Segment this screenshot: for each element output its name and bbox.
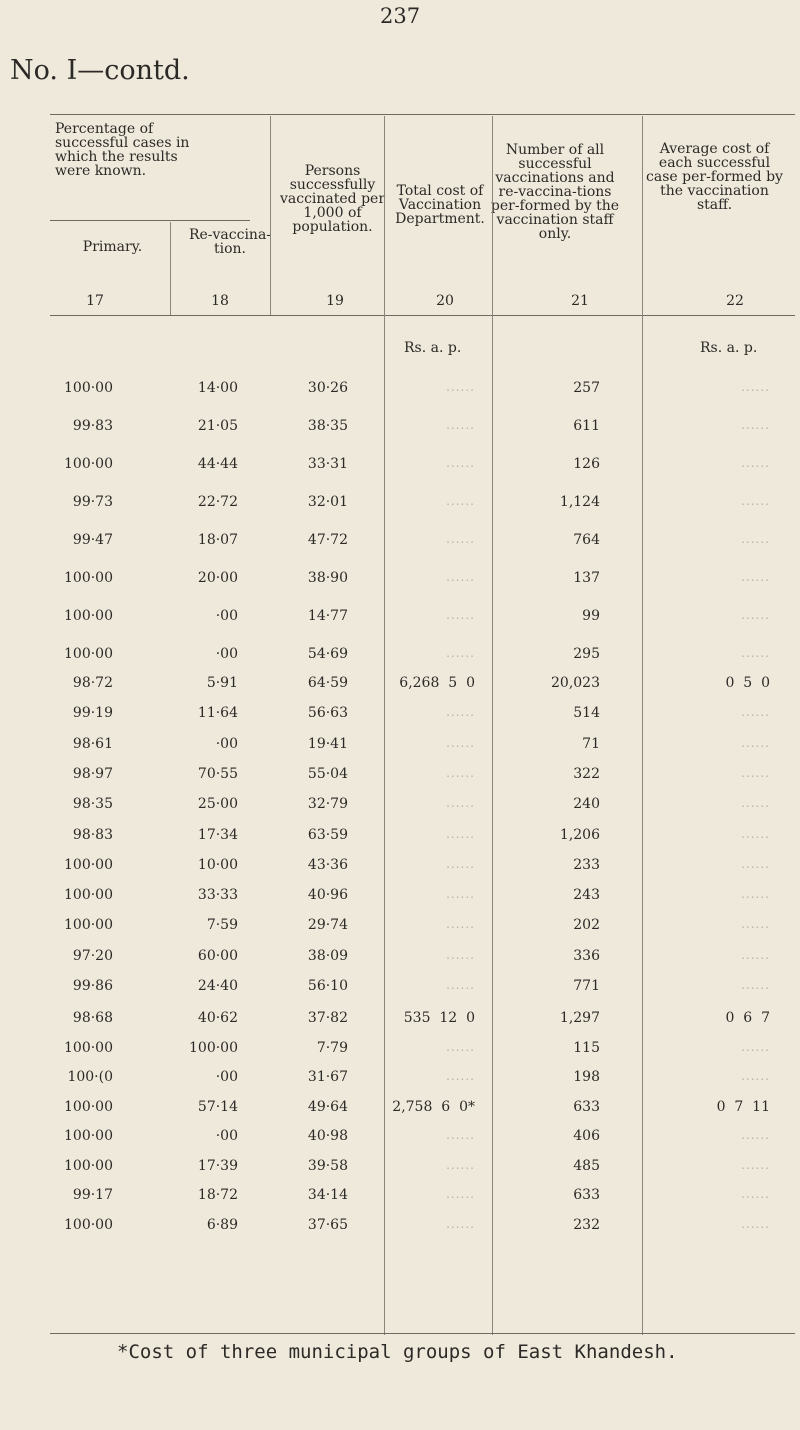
cell-avg: ...... xyxy=(741,705,770,720)
header-persons-per-1000: Persons successfully vaccinated per 1,000 of population. xyxy=(279,163,386,235)
cell-revac: 22·72 xyxy=(197,494,238,510)
cell-per1000: 33·31 xyxy=(307,456,348,472)
table-top-rule xyxy=(50,114,795,115)
cell-number: 198 xyxy=(573,1069,600,1085)
cell-cost: ...... xyxy=(446,1128,475,1142)
cell-cost: ...... xyxy=(446,765,475,780)
cell-per1000: 43·36 xyxy=(307,856,348,873)
cell-cost: ...... xyxy=(446,978,475,992)
cell-number: 240 xyxy=(573,796,600,813)
cell-cost: ...... xyxy=(446,1216,475,1231)
divider-21-22 xyxy=(642,116,643,1335)
cell-number: 633 xyxy=(573,1187,600,1203)
cell-primary: 100·00 xyxy=(64,646,113,662)
column-number-19: 19 xyxy=(326,293,344,309)
cell-number: 115 xyxy=(573,1039,600,1056)
cell-avg: ...... xyxy=(741,380,770,394)
cell-avg: ...... xyxy=(741,735,770,750)
cell-per1000: 32·79 xyxy=(307,796,348,813)
cell-avg: ...... xyxy=(741,1039,770,1054)
cell-avg: ...... xyxy=(741,765,770,780)
cell-per1000: 55·04 xyxy=(307,765,348,782)
cell-per1000: 29·74 xyxy=(307,917,348,934)
cell-primary: 99·17 xyxy=(72,1187,113,1203)
cell-avg: ...... xyxy=(741,456,770,470)
cell-primary: 100·00 xyxy=(64,570,113,586)
header-bottom-rule xyxy=(50,315,795,316)
unit-col22: Rs. a. p. xyxy=(700,340,758,356)
cell-per1000: 37·82 xyxy=(307,1010,348,1026)
cell-cost: ...... xyxy=(446,1187,475,1201)
cell-number: 257 xyxy=(573,380,600,396)
cell-avg: ...... xyxy=(741,917,770,932)
cell-primary: 100·00 xyxy=(64,1216,113,1233)
cell-revac: 7·59 xyxy=(206,917,238,934)
cell-cost: ...... xyxy=(446,796,475,811)
cell-per1000: 40·98 xyxy=(307,1128,348,1144)
cell-per1000: 31·67 xyxy=(307,1069,348,1085)
cell-per1000: 54·69 xyxy=(307,646,348,662)
cell-primary: 100·00 xyxy=(64,1098,113,1115)
cell-cost: ...... xyxy=(446,826,475,841)
cell-per1000: 19·41 xyxy=(307,735,348,752)
cell-avg: 0 5 0 xyxy=(725,675,770,691)
cell-avg: ...... xyxy=(741,887,770,902)
cell-per1000: 37·65 xyxy=(307,1216,348,1233)
cell-number: 336 xyxy=(573,947,600,964)
cell-number: 233 xyxy=(573,856,600,873)
cell-revac: 57·14 xyxy=(197,1098,238,1115)
cell-primary: 98·72 xyxy=(72,675,113,691)
cell-primary: 100·00 xyxy=(64,456,113,472)
divider-18-19 xyxy=(270,116,271,315)
cell-primary: 99·73 xyxy=(72,494,113,510)
cell-avg: ...... xyxy=(741,1128,770,1142)
cell-number: 71 xyxy=(582,735,600,752)
cell-revac: 10·00 xyxy=(197,856,238,873)
cell-primary: 100·00 xyxy=(64,917,113,934)
cell-primary: 100·00 xyxy=(64,1157,113,1174)
divider-19-20 xyxy=(384,116,385,1335)
cell-per1000: 56·63 xyxy=(307,705,348,722)
cell-number: 126 xyxy=(573,456,600,472)
cell-primary: 100·00 xyxy=(64,1128,113,1144)
cell-number: 514 xyxy=(573,705,600,722)
cell-avg: ...... xyxy=(741,494,770,508)
cell-avg: ...... xyxy=(741,608,770,622)
cell-avg: 0 6 7 xyxy=(725,1010,770,1026)
cell-primary: 100·00 xyxy=(64,887,113,904)
cell-avg: ...... xyxy=(741,646,770,660)
cell-primary: 98·68 xyxy=(72,1010,113,1026)
column-number-21: 21 xyxy=(571,293,589,309)
cell-avg: ...... xyxy=(741,532,770,546)
cell-cost: ...... xyxy=(446,1039,475,1054)
unit-col20: Rs. a. p. xyxy=(404,340,462,356)
table-bottom-rule xyxy=(50,1333,795,1334)
cell-per1000: 14·77 xyxy=(307,608,348,624)
cell-cost: ...... xyxy=(446,646,475,660)
header-number-successful: Number of all successful vaccinations and re-vaccina-tions per-formed by the vaccination staff only. xyxy=(490,142,620,242)
cell-revac: 18·72 xyxy=(197,1187,238,1203)
cell-cost: ...... xyxy=(446,380,475,394)
cell-number: 611 xyxy=(573,418,600,434)
cell-cost: ...... xyxy=(446,1069,475,1083)
cell-per1000: 49·64 xyxy=(307,1098,348,1115)
cell-cost: ...... xyxy=(446,456,475,470)
cell-primary: 99·19 xyxy=(72,705,113,722)
cell-primary: 100·00 xyxy=(64,1039,113,1056)
cell-revac: 60·00 xyxy=(197,947,238,964)
cell-revac: ·00 xyxy=(215,1069,238,1085)
cell-number: 322 xyxy=(573,765,600,782)
cell-number: 771 xyxy=(573,978,600,994)
cell-per1000: 34·14 xyxy=(307,1187,348,1203)
cell-revac: 100·00 xyxy=(189,1039,238,1056)
cell-cost: ...... xyxy=(446,532,475,546)
cell-number: 1,297 xyxy=(559,1010,600,1026)
cell-per1000: 38·90 xyxy=(307,570,348,586)
cell-per1000: 38·35 xyxy=(307,418,348,434)
cell-revac: ·00 xyxy=(215,608,238,624)
column-number-18: 18 xyxy=(211,293,229,309)
cell-cost: ...... xyxy=(446,705,475,720)
cell-number: 243 xyxy=(573,887,600,904)
header-percentage-group: Percentage of successful cases in which the results were known. xyxy=(55,121,190,179)
cell-avg: ...... xyxy=(741,1216,770,1231)
cell-per1000: 7·79 xyxy=(316,1039,348,1056)
cell-per1000: 56·10 xyxy=(307,978,348,994)
cell-number: 1,124 xyxy=(559,494,600,510)
cell-revac: 17·39 xyxy=(197,1157,238,1174)
cell-per1000: 38·09 xyxy=(307,947,348,964)
cell-revac: 5·91 xyxy=(206,675,238,691)
cell-revac: 11·64 xyxy=(197,705,238,722)
cell-revac: ·00 xyxy=(215,1128,238,1144)
divider-20-21 xyxy=(492,116,493,1335)
cell-per1000: 64·59 xyxy=(307,675,348,691)
cell-number: 99 xyxy=(582,608,600,624)
cell-cost: ...... xyxy=(446,856,475,871)
cell-revac: 20·00 xyxy=(197,570,238,586)
cell-avg: ...... xyxy=(741,1187,770,1201)
cell-primary: 98·83 xyxy=(72,826,113,843)
cell-avg: 0 7 11 xyxy=(716,1098,770,1115)
cell-revac: 18·07 xyxy=(197,532,238,548)
cell-primary: 98·61 xyxy=(72,735,113,752)
cell-primary: 97·20 xyxy=(72,947,113,964)
cell-cost: ...... xyxy=(446,494,475,508)
cell-avg: ...... xyxy=(741,947,770,962)
column-number-17: 17 xyxy=(86,293,104,309)
cell-avg: ...... xyxy=(741,570,770,584)
cell-cost: 535 12 0 xyxy=(403,1010,475,1026)
header-primary: Primary. xyxy=(82,239,143,255)
cell-cost: ...... xyxy=(446,887,475,902)
cell-cost: 6,268 5 0 xyxy=(399,675,475,691)
cell-revac: 33·33 xyxy=(197,887,238,904)
cell-number: 406 xyxy=(573,1128,600,1144)
group-header-rule xyxy=(50,220,250,221)
cell-cost: 2,758 6 0* xyxy=(392,1098,475,1115)
running-head: No. I—contd. xyxy=(10,55,190,86)
cell-revac: 6·89 xyxy=(206,1216,238,1233)
cell-revac: 40·62 xyxy=(197,1010,238,1026)
cell-revac: 24·40 xyxy=(197,978,238,994)
cell-revac: 70·55 xyxy=(197,765,238,782)
cell-avg: ...... xyxy=(741,826,770,841)
cell-avg: ...... xyxy=(741,1157,770,1172)
cell-cost: ...... xyxy=(446,947,475,962)
cell-revac: 21·05 xyxy=(197,418,238,434)
cell-per1000: 63·59 xyxy=(307,826,348,843)
cell-cost: ...... xyxy=(446,735,475,750)
column-number-22: 22 xyxy=(726,293,744,309)
cell-primary: 98·35 xyxy=(72,796,113,813)
cell-avg: ...... xyxy=(741,418,770,432)
cell-avg: ...... xyxy=(741,978,770,992)
cell-primary: 98·97 xyxy=(72,765,113,782)
cell-number: 1,206 xyxy=(559,826,600,843)
header-total-cost: Total cost of Vaccination Department. xyxy=(395,183,485,227)
cell-cost: ...... xyxy=(446,570,475,584)
cell-primary: 99·83 xyxy=(72,418,113,434)
cell-revac: ·00 xyxy=(215,735,238,752)
cell-per1000: 47·72 xyxy=(307,532,348,548)
footnote: *Cost of three municipal groups of East Khandesh. xyxy=(117,1341,678,1363)
cell-number: 202 xyxy=(573,917,600,934)
cell-revac: 14·00 xyxy=(197,380,238,396)
cell-number: 485 xyxy=(573,1157,600,1174)
cell-cost: ...... xyxy=(446,608,475,622)
cell-cost: ...... xyxy=(446,1157,475,1172)
cell-cost: ...... xyxy=(446,418,475,432)
column-number-20: 20 xyxy=(436,293,454,309)
cell-revac: 25·00 xyxy=(197,796,238,813)
cell-cost: ...... xyxy=(446,917,475,932)
page-number: 237 xyxy=(380,4,421,28)
cell-per1000: 30·26 xyxy=(307,380,348,396)
cell-number: 764 xyxy=(573,532,600,548)
cell-revac: 44·44 xyxy=(197,456,238,472)
cell-number: 633 xyxy=(573,1098,600,1115)
cell-revac: ·00 xyxy=(215,646,238,662)
header-revaccination: Re-vaccina-tion. xyxy=(188,227,272,257)
cell-avg: ...... xyxy=(741,796,770,811)
cell-primary: 99·86 xyxy=(72,978,113,994)
cell-number: 232 xyxy=(573,1216,600,1233)
cell-primary: 100·00 xyxy=(64,856,113,873)
cell-number: 20,023 xyxy=(551,675,600,691)
cell-avg: ...... xyxy=(741,856,770,871)
cell-primary: 100·00 xyxy=(64,380,113,396)
cell-per1000: 32·01 xyxy=(307,494,348,510)
cell-number: 137 xyxy=(573,570,600,586)
divider-header-17-18 xyxy=(170,222,171,315)
cell-per1000: 40·96 xyxy=(307,887,348,904)
cell-per1000: 39·58 xyxy=(307,1157,348,1174)
header-average-cost: Average cost of each successful case per-formed by the vaccination staff. xyxy=(646,141,783,213)
cell-primary: 100·(0 xyxy=(67,1069,113,1085)
cell-primary: 100·00 xyxy=(64,608,113,624)
cell-number: 295 xyxy=(573,646,600,662)
cell-revac: 17·34 xyxy=(197,826,238,843)
cell-primary: 99·47 xyxy=(72,532,113,548)
cell-avg: ...... xyxy=(741,1069,770,1083)
